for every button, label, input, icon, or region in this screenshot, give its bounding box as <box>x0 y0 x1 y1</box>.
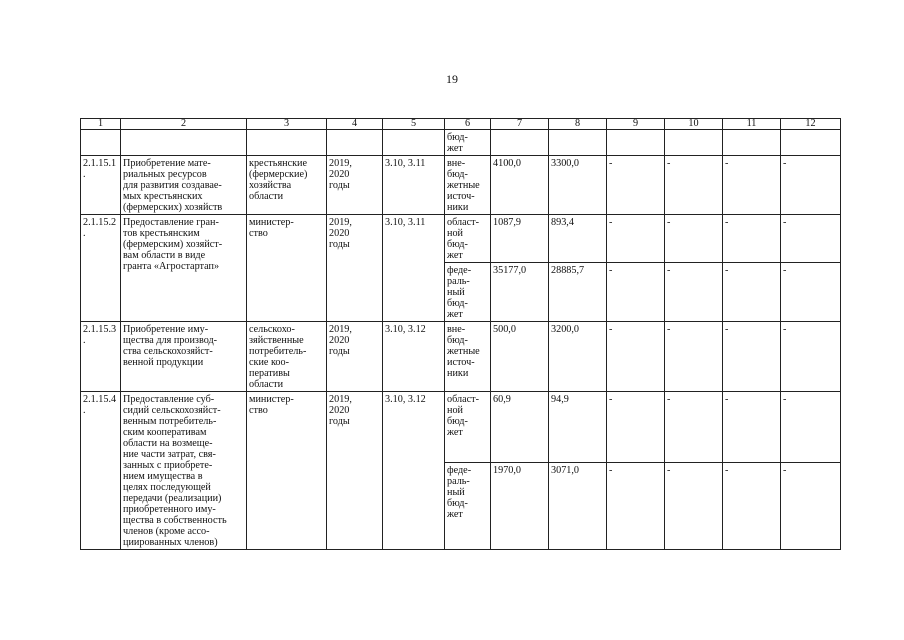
years-cell: 2019, 2020 годы <box>327 322 383 392</box>
empty-cell <box>121 130 247 156</box>
table-row <box>81 322 841 392</box>
empty-cell <box>781 130 841 156</box>
activity-code-cell: 2.1.15.2. <box>81 215 121 322</box>
continuation-row <box>81 130 841 156</box>
funding-source-cell: област- ной бюд- жет <box>445 215 491 263</box>
dash-cell: - <box>723 462 781 549</box>
amount-cell: 893,4 <box>549 215 607 263</box>
funding-source-cell: бюд- жет <box>445 130 491 156</box>
years-cell: 2019, 2020 годы <box>327 156 383 215</box>
dash-cell: - <box>723 322 781 392</box>
program-activities-table <box>80 118 841 550</box>
empty-cell <box>723 130 781 156</box>
executor-cell: крестьянские (фермерские) хозяйства области <box>247 156 327 215</box>
dash-cell: - <box>665 462 723 549</box>
amount-cell: 28885,7 <box>549 263 607 322</box>
activity-code-cell: 2.1.15.4. <box>81 392 121 550</box>
column-header: 11 <box>723 119 781 130</box>
empty-cell <box>607 130 665 156</box>
empty-cell <box>549 130 607 156</box>
funding-source-cell: област- ной бюд- жет <box>445 392 491 463</box>
page-number: 19 <box>446 72 458 86</box>
empty-cell <box>491 130 549 156</box>
amount-cell: 500,0 <box>491 322 549 392</box>
empty-cell <box>665 130 723 156</box>
indicators-cell: 3.10, 3.11 <box>383 215 445 322</box>
activity-title-cell: Предоставление суб- сидий сельскохозяйст- венным потребитель- ским кооперативам области на возмеще- ние части затрат, свя- занных с приобрете- нием имущества в целях последующей передачи (реализации) приобретенного иму- щества в собственность членов (кроме ассо- циированных членов) <box>121 392 247 550</box>
funding-source-cell: феде- раль- ный бюд- жет <box>445 263 491 322</box>
dash-cell: - <box>665 322 723 392</box>
dash-cell: - <box>665 392 723 463</box>
column-header: 12 <box>781 119 841 130</box>
dash-cell: - <box>665 263 723 322</box>
activity-title-cell: Приобретение мате- риальных ресурсов для развития создавае- мых крестьянских (фермерских) хозяйств <box>121 156 247 215</box>
dash-cell: - <box>723 263 781 322</box>
amount-cell: 1087,9 <box>491 215 549 263</box>
dash-cell: - <box>781 462 841 549</box>
dash-cell: - <box>781 263 841 322</box>
funding-source-cell: вне- бюд- жетные источ- ники <box>445 156 491 215</box>
dash-cell: - <box>723 156 781 215</box>
activity-title-cell: Предоставление гран- тов крестьянским (фермерским) хозяйст- вам области в виде гранта «Агростартап» <box>121 215 247 322</box>
empty-cell <box>327 130 383 156</box>
amount-cell: 1970,0 <box>491 462 549 549</box>
amount-cell: 94,9 <box>549 392 607 463</box>
dash-cell: - <box>781 215 841 263</box>
amount-cell: 3200,0 <box>549 322 607 392</box>
dash-cell: - <box>781 392 841 463</box>
header-row <box>81 119 841 130</box>
dash-cell: - <box>607 462 665 549</box>
activity-code-cell: 2.1.15.3. <box>81 322 121 392</box>
dash-cell: - <box>607 215 665 263</box>
dash-cell: - <box>665 156 723 215</box>
column-header: 9 <box>607 119 665 130</box>
dash-cell: - <box>723 215 781 263</box>
dash-cell: - <box>781 322 841 392</box>
indicators-cell: 3.10, 3.11 <box>383 156 445 215</box>
column-header: 4 <box>327 119 383 130</box>
dash-cell: - <box>607 263 665 322</box>
table-body <box>81 130 841 550</box>
dash-cell: - <box>781 156 841 215</box>
table-row <box>81 392 841 463</box>
dash-cell: - <box>607 392 665 463</box>
dash-cell: - <box>607 156 665 215</box>
years-cell: 2019, 2020 годы <box>327 392 383 550</box>
column-header: 8 <box>549 119 607 130</box>
amount-cell: 35177,0 <box>491 263 549 322</box>
amount-cell: 3071,0 <box>549 462 607 549</box>
column-header: 3 <box>247 119 327 130</box>
funding-source-cell: феде- раль- ный бюд- жет <box>445 462 491 549</box>
dash-cell: - <box>723 392 781 463</box>
table-row <box>81 156 841 215</box>
column-header: 6 <box>445 119 491 130</box>
column-header: 7 <box>491 119 549 130</box>
column-header: 2 <box>121 119 247 130</box>
executor-cell: министер- ство <box>247 392 327 550</box>
activity-code-cell: 2.1.15.1. <box>81 156 121 215</box>
column-header: 10 <box>665 119 723 130</box>
empty-cell <box>81 130 121 156</box>
table-row <box>81 215 841 263</box>
indicators-cell: 3.10, 3.12 <box>383 322 445 392</box>
dash-cell: - <box>665 215 723 263</box>
executor-cell: министер- ство <box>247 215 327 322</box>
dash-cell: - <box>607 322 665 392</box>
amount-cell: 3300,0 <box>549 156 607 215</box>
activity-title-cell: Приобретение иму- щества для производ- ства сельскохозяйст- венной продукции <box>121 322 247 392</box>
column-header: 5 <box>383 119 445 130</box>
indicators-cell: 3.10, 3.12 <box>383 392 445 550</box>
funding-source-cell: вне- бюд- жетные источ- ники <box>445 322 491 392</box>
amount-cell: 60,9 <box>491 392 549 463</box>
column-header: 1 <box>81 119 121 130</box>
table-header <box>81 119 841 130</box>
amount-cell: 4100,0 <box>491 156 549 215</box>
empty-cell <box>247 130 327 156</box>
years-cell: 2019, 2020 годы <box>327 215 383 322</box>
executor-cell: сельскохо- зяйственные потребитель- ские коо- перативы области <box>247 322 327 392</box>
empty-cell <box>383 130 445 156</box>
